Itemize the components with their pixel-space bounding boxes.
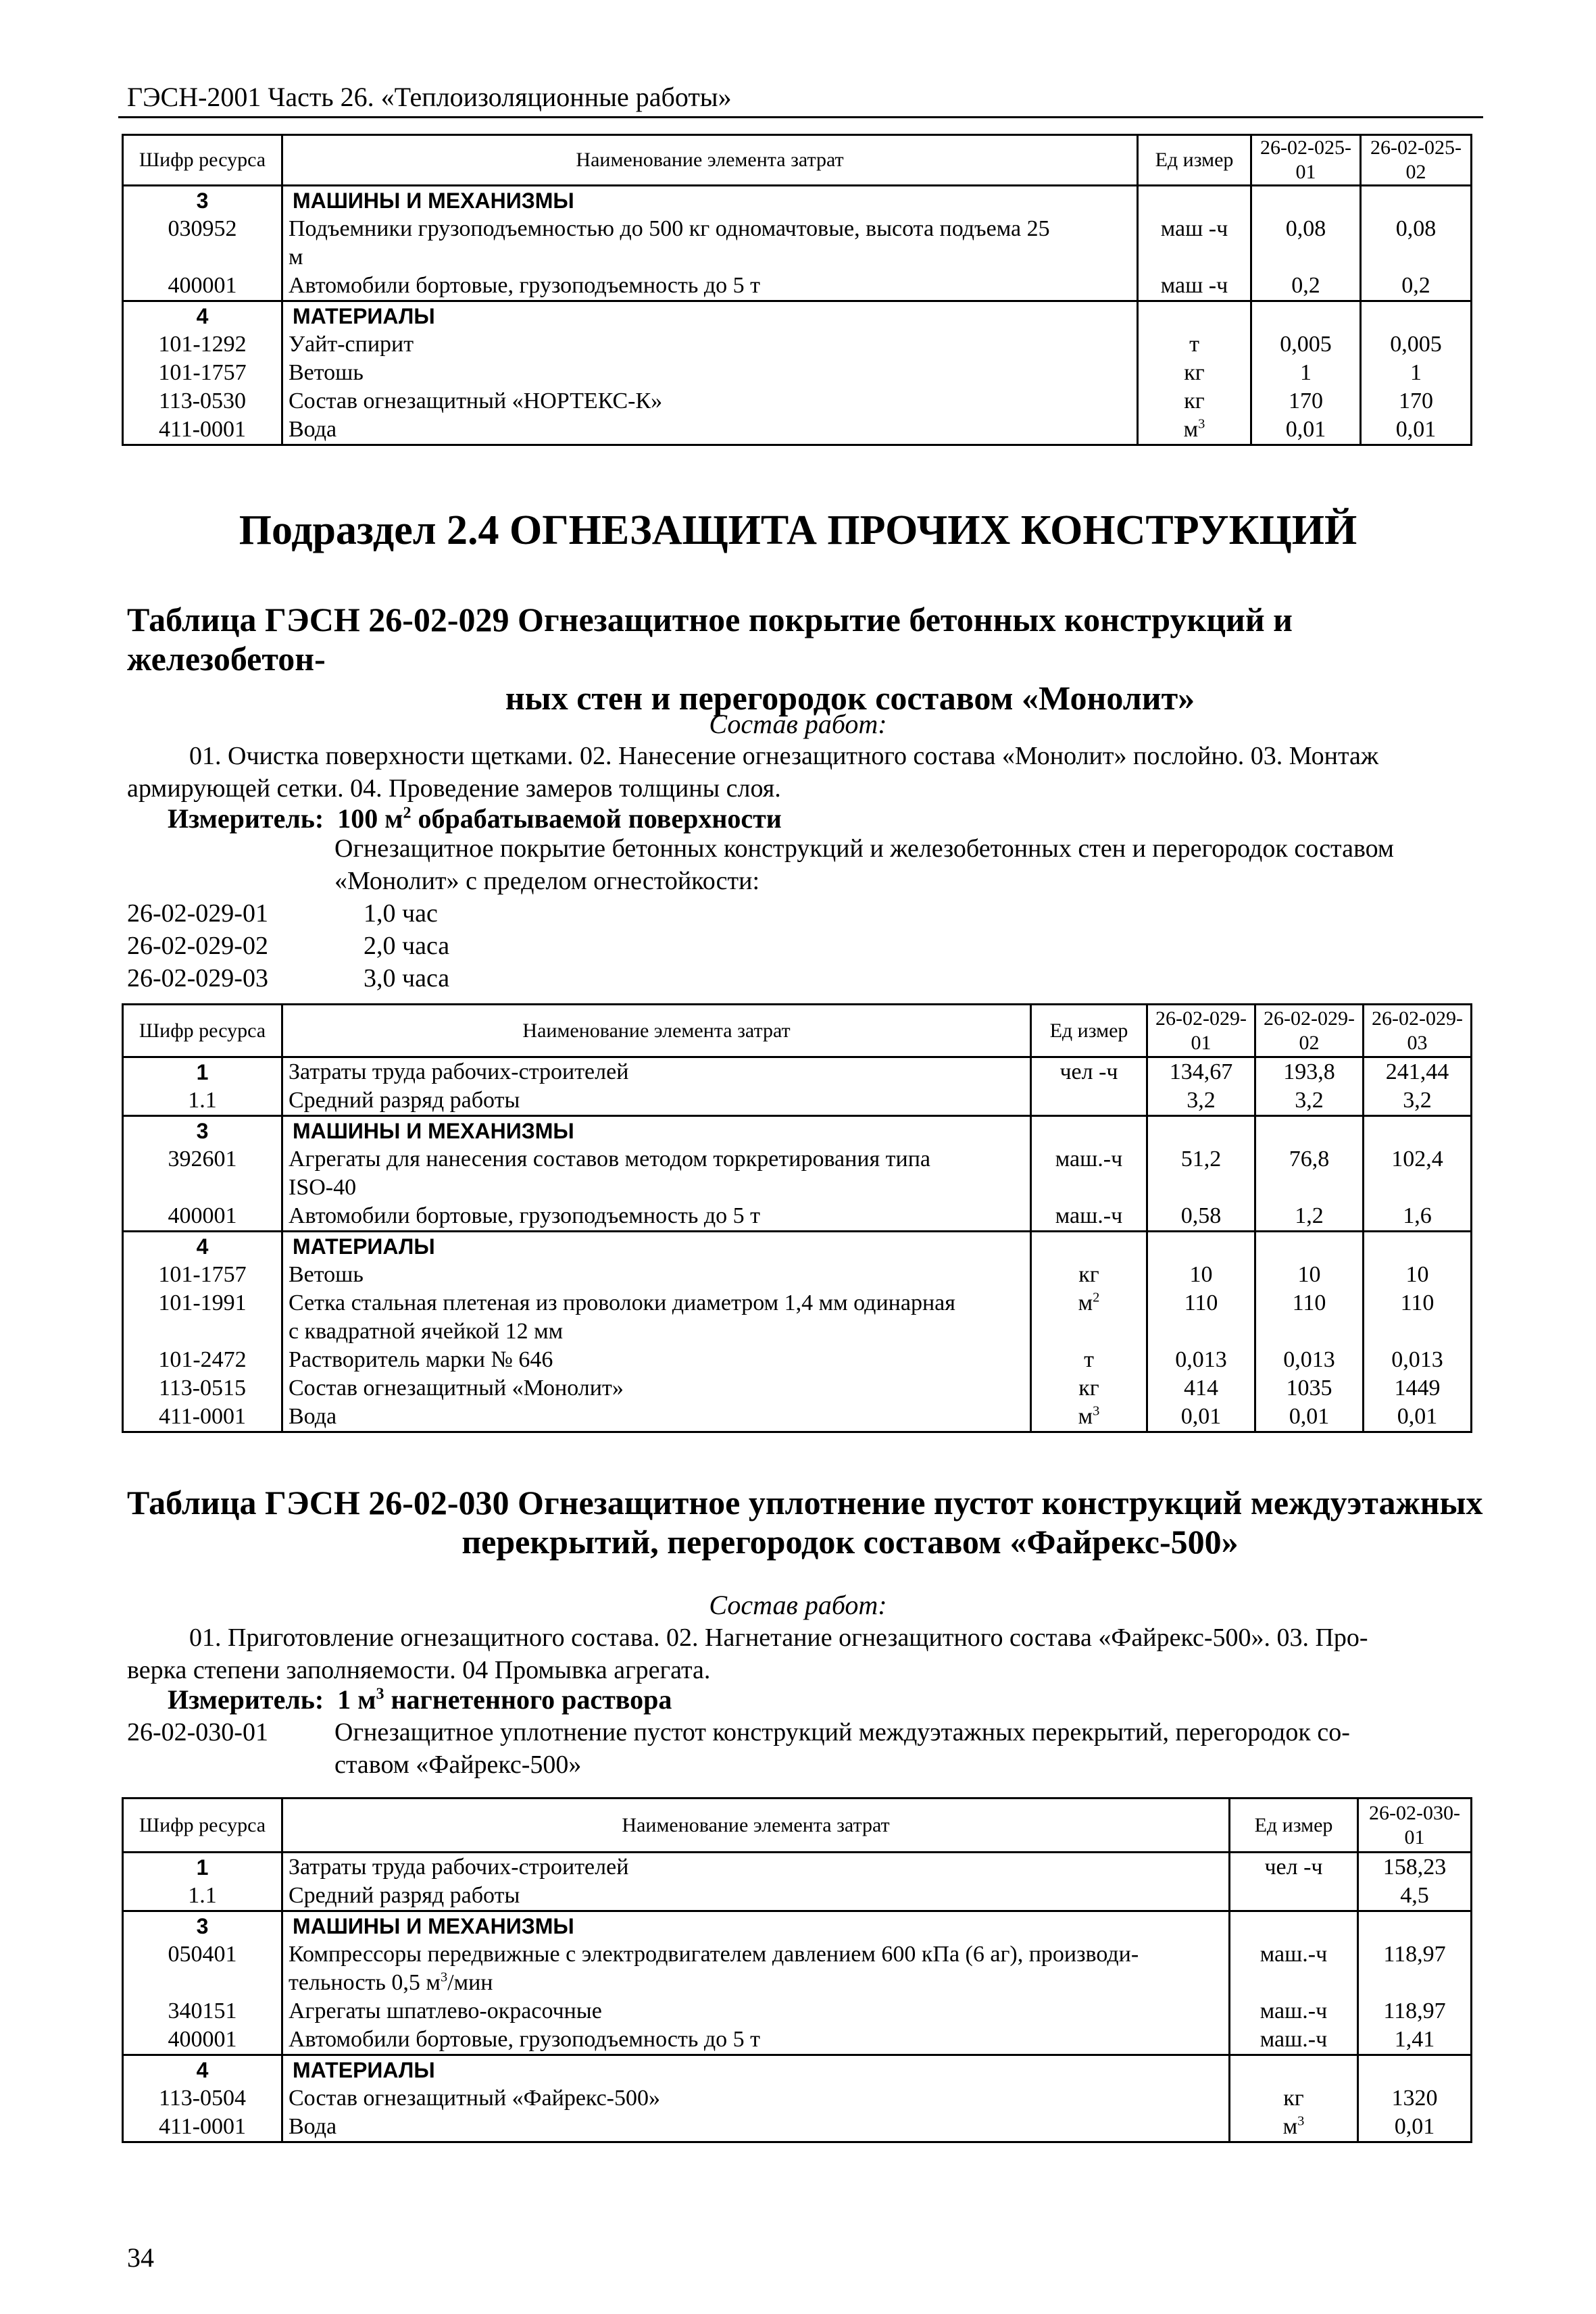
table-row: 411-0001 Вода $м^3$ 0,01 0,01 0,01	[123, 1403, 1472, 1432]
table-title-030: Таблица ГЭСН 26-02-030 Огнезащитное уплотнение пустот конструкций междуэтажных перекрытий, перегородок составом «Файрекс-500»	[127, 1484, 1483, 1561]
col-header-value: 26-02-029-03	[1364, 1005, 1472, 1057]
page-number: 34	[127, 2242, 154, 2273]
col-header-name: Наименование элемента затрат	[282, 1005, 1031, 1057]
table-row: 400001 Автомобили бортовые, грузоподъемность до 5 т маш.-ч 0,58 1,2 1,6	[123, 1202, 1472, 1232]
table-row: 050401 Компрессоры передвижные с электродвигателем давлением 600 кПа (6 аг), производи- тельность 0,5 $м^3$/мин маш.-ч 118,97	[123, 1940, 1472, 1997]
table-row: 400001 Автомобили бортовые, грузоподъемность до 5 т маш -ч 0,2 0,2	[123, 272, 1472, 301]
col-header-unit: Ед измер	[1031, 1005, 1147, 1057]
measure-description: Огнезащитное покрытие бетонных конструкций и железобетонных стен и перегородок составом «Монолит» с пределом огнестойкости:	[334, 834, 1394, 895]
table-row: 400001 Автомобили бортовые, грузоподъемность до 5 т маш.-ч 1,41	[123, 2026, 1472, 2055]
table-row: 1.1 Средний разряд работы 4,5	[123, 1882, 1472, 1911]
table-row: 340151 Агрегаты шпатлево-окрасочные маш.-ч 118,97	[123, 1997, 1472, 2026]
works-text: 01. Приготовление огнезащитного состава. 02. Нагнетание огнезащитного состава «Файрекс-500». 03. Про- верка степени заполняемости. 04 Промывка агрегата.	[127, 1624, 1368, 1684]
col-header-value: 26-02-030-01	[1358, 1799, 1472, 1853]
header-rule	[118, 116, 1483, 118]
table-row: 030952 Подъемники грузоподъемностью до 500 кг одномачтовые, высота подъема 25 м маш -ч 0,08 0,08	[123, 215, 1472, 272]
col-header-code: Шифр ресурса	[123, 1005, 282, 1057]
variant-list	[127, 897, 449, 995]
resource-table-029	[122, 1003, 1472, 1433]
resource-table-030	[122, 1797, 1472, 2143]
col-header-value: 26-02-025-01	[1251, 135, 1361, 186]
subsection-title: Подраздел 2.4 ОГНЕЗАЩИТА ПРОЧИХ КОНСТРУКЦИЙ	[239, 507, 1357, 553]
table-header-row	[123, 1005, 1472, 1057]
variant-item: 26-02-029-02 2,0 часа	[127, 932, 450, 960]
measure-line: Измеритель: 100 $м^2$ обрабатываемой поверхности	[168, 803, 782, 834]
table-row: 3 МАШИНЫ И МЕХАНИЗМЫ	[123, 186, 1472, 216]
measure-line: Измеритель: 1 $м^3$ нагнетенного раствора	[168, 1684, 672, 1715]
col-header-name: Наименование элемента затрат	[282, 135, 1138, 186]
resource-table-025	[122, 134, 1472, 446]
table-row: 411-0001 Вода $м^3$ 0,01	[123, 2113, 1472, 2142]
table-row: 1 Затраты труда рабочих-строителей чел -ч 134,67 193,8 241,44	[123, 1057, 1472, 1087]
col-header-value: 26-02-025-02	[1361, 135, 1472, 186]
col-header-unit: Ед измер	[1138, 135, 1251, 186]
variant-item: 26-02-030-01 Огнезащитное уплотнение пустот конструкций междуэтажных перекрытий, перегородок со- ставом «Файрекс-500»	[127, 1718, 1350, 1779]
col-header-name: Наименование элемента затрат	[282, 1799, 1230, 1853]
table-row: 101-1991 Сетка стальная плетеная из проволоки диаметром 1,4 мм одинарная с квадратной ячейкой 12 мм $м^2$ 110 110 110	[123, 1289, 1472, 1346]
works-heading: Состав работ:	[709, 709, 887, 739]
table-row: 4 МАТЕРИАЛЫ	[123, 301, 1472, 331]
table-title-029: Таблица ГЭСН 26-02-029 Огнезащитное покрытие бетонных конструкций и железобетон- ных стен и перегородок составом «Монолит»	[127, 601, 1293, 717]
table-row: 4 МАТЕРИАЛЫ	[123, 2055, 1472, 2085]
col-header-value: 26-02-029-01	[1147, 1005, 1255, 1057]
running-header: ГЭСН-2001 Часть 26. «Теплоизоляционные работы»	[127, 82, 732, 112]
table-row: 101-2472 Растворитель марки № 646 т 0,013 0,013 0,013	[123, 1346, 1472, 1374]
col-header-code: Шифр ресурса	[123, 135, 282, 186]
table-row: 113-0504 Состав огнезащитный «Файрекс-500» кг 1320	[123, 2084, 1472, 2113]
table-row: 113-0530 Состав огнезащитный «НОРТЕКС-К» кг 170 170	[123, 387, 1472, 416]
table-row: 3 МАШИНЫ И МЕХАНИЗМЫ	[123, 1116, 1472, 1146]
table-row: 4 МАТЕРИАЛЫ	[123, 1232, 1472, 1261]
col-header-code: Шифр ресурса	[123, 1799, 282, 1853]
table-header-row	[123, 135, 1472, 186]
col-header-unit: Ед измер	[1230, 1799, 1358, 1853]
works-heading: Состав работ:	[709, 1590, 887, 1620]
table-header-row	[123, 1799, 1472, 1853]
table-row: 101-1292 Уайт-спирит т 0,005 0,005	[123, 330, 1472, 359]
table-row: 3 МАШИНЫ И МЕХАНИЗМЫ	[123, 1911, 1472, 1941]
table-row: 1.1 Средний разряд работы 3,2 3,2 3,2	[123, 1086, 1472, 1116]
table-row: 411-0001 Вода $м^3$ 0,01 0,01	[123, 416, 1472, 445]
variant-item: 26-02-029-01 1,0 час	[127, 899, 438, 928]
table-row: 113-0515 Состав огнезащитный «Монолит» кг 414 1035 1449	[123, 1374, 1472, 1403]
table-row: 101-1757 Ветошь кг 1 1	[123, 359, 1472, 387]
table-row: 1 Затраты труда рабочих-строителей чел -ч 158,23	[123, 1853, 1472, 1882]
col-header-value: 26-02-029-02	[1255, 1005, 1364, 1057]
works-text: 01. Очистка поверхности щетками. 02. Нанесение огнезащитного состава «Монолит» послойно. 03. Монтаж армирующей сетки. 04. Проведение замеров толщины слоя.	[127, 742, 1379, 803]
variant-item: 26-02-029-03 3,0 часа	[127, 964, 450, 992]
table-row: 392601 Агрегаты для нанесения составов методом торкретирования типа ISO-40 маш.-ч 51,2 76,8 102,4	[123, 1145, 1472, 1202]
table-row: 101-1757 Ветошь кг 10 10 10	[123, 1261, 1472, 1289]
